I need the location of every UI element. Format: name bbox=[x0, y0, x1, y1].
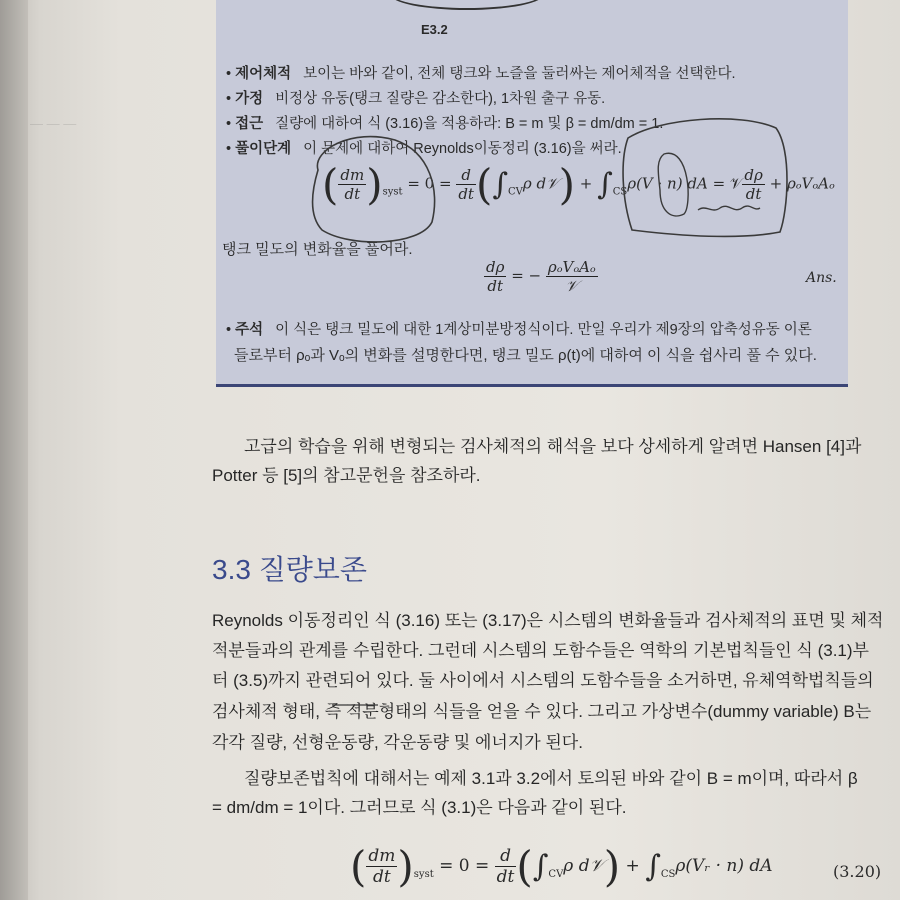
reynolds-equation-mass: ( $\frac{dm}{dt}$ )$_{syst} = 0$ = $\frac{d}{dt}$ ($\int_{CV}\rho$ d𝒱) + $\int_{CS}\rho(V \cdot n)$ dA = 𝒱 $\frac{d\rho}{dt}$ + ρₒVₒAₒ bbox=[322, 160, 835, 209]
eq1-cs-integrand: ρ(V · n) dA bbox=[627, 174, 708, 193]
paragraph-2-line-5: 각각 질량, 선형운동량, 각운동량 및 에너지가 된다. bbox=[212, 733, 583, 752]
bullet-tag: 가정 bbox=[235, 91, 264, 107]
mass-conservation-equation: ( $\frac{dm}{dt}$ )$_{syst} = 0$ = $\frac{d}{dt}$ ($\int_{CV}\rho$ d𝒱) + $\int_{CS}\rho(Vᵣ \cdot n)$ dA bbox=[350, 842, 773, 891]
eq3-cv-integrand: ρ d𝒱 bbox=[563, 856, 604, 876]
eq1-lhs-den: dt bbox=[344, 185, 361, 203]
eq2-equals: = − bbox=[511, 266, 542, 285]
eq1-equals: = 0 = bbox=[407, 174, 452, 193]
eq1-rhs-num: dρ bbox=[744, 166, 763, 184]
eq1-plus: + bbox=[579, 174, 593, 193]
eq3-cs-sub: CS bbox=[660, 869, 676, 880]
eq1-cv-integrand: ρ d𝒱 bbox=[522, 174, 559, 193]
paragraph-1-line-2: Potter 등 [5]의 참고문헌을 참조하라. bbox=[212, 466, 481, 485]
eq3-lhs-sub: syst bbox=[413, 869, 434, 880]
eq3-plus: + bbox=[625, 856, 640, 876]
answer-label: Ans. bbox=[806, 270, 837, 286]
previous-page-edge bbox=[0, 0, 28, 900]
eq1-rhs-den: dt bbox=[745, 185, 762, 203]
paragraph-2-line-1: Reynolds 이동정리인 식 (3.16) 또는 (3.17)은 시스템의 변화율들과 검사체적의 표면 및 체적 bbox=[212, 611, 884, 630]
note-line-1: • 주석 이 식은 탱크 밀도에 대한 1계상미분방정식이다. 만일 우리가 제9장의 압축성유동 이론 bbox=[226, 322, 812, 338]
solve-instruction: 탱크 밀도의 변화율을 풀어라. bbox=[222, 241, 413, 258]
eq1-lhs-sub: syst bbox=[382, 186, 403, 198]
paragraph-3-line-1: 질량보존법칙에 대해서는 예제 3.1과 3.2에서 토의된 바와 같이 B = m이며, 따라서 β bbox=[244, 769, 858, 788]
figure-label: E3.2 bbox=[421, 22, 448, 37]
bullet-text: 보이는 바와 같이, 전체 탱크와 노즐을 둘러싸는 제어체적을 선택한다. bbox=[303, 66, 736, 82]
bullet-tag: 제어체적 bbox=[235, 66, 292, 82]
note-text-1: 이 식은 탱크 밀도에 대한 1계상미분방정식이다. 만일 우리가 제9장의 압축성유동 이론 bbox=[275, 322, 812, 338]
paragraph-2-line-2: 적분들과의 관계를 수립한다. 그런데 시스템의 도함수들은 역학의 기본법칙들인 식 (3.1)부 bbox=[212, 641, 869, 660]
bullet-tag: 풀이단계 bbox=[235, 141, 292, 157]
paragraph-2-line-3: 터 (3.5)까지 관련되어 있다. 둘 사이에서 시스템의 도함수들을 소거하면, 유체역학법칙들의 bbox=[212, 671, 874, 690]
note-tag: 주석 bbox=[235, 322, 264, 338]
note-line-2: 들로부터 ρₒ과 Vₒ의 변화를 설명한다면, 탱크 밀도 ρ(t)에 대하여 이 식을 쉽사리 풀 수 있다. bbox=[234, 347, 817, 364]
eq3-cs-integrand: ρ(Vᵣ · n) dA bbox=[675, 856, 773, 876]
eq1-d: d bbox=[456, 166, 476, 185]
eq2-rhs-num: ρₒVₒAₒ bbox=[547, 258, 596, 276]
bullet-control-volume: • 제어체적 보이는 바와 같이, 전체 탱크와 노즐을 둘러싸는 제어체적을 선택한다. bbox=[226, 66, 736, 82]
eq1-rhs-tail: + ρₒVₒAₒ bbox=[769, 174, 835, 193]
section-heading: 3.3 질량보존 bbox=[212, 554, 367, 585]
eq3-lhs-den: dt bbox=[373, 867, 391, 887]
eq1-rhs-volume: = 𝒱 bbox=[712, 174, 743, 193]
eq1-cs-sub: CS bbox=[612, 186, 628, 198]
eq2-rhs-den: 𝒱 bbox=[565, 277, 579, 295]
paragraph-2-line-4: 검사체적 형태, 즉 적분형태의 식들을 얻을 수 있다. 그리고 가상변수(dummy variable) B는 bbox=[212, 702, 872, 721]
bleed-through-text: — — — bbox=[30, 116, 77, 131]
eq1-cv-sub: CV bbox=[508, 186, 523, 198]
bullet-approach: • 접근 질량에 대하여 식 (3.16)을 적용하라: B = m 및 β = dm/dm = 1. bbox=[226, 116, 664, 132]
bullet-solution-steps: • 풀이단계 이 문제에 대하여 Reynolds이동정리 (3.16)을 써라. bbox=[226, 141, 622, 157]
eq3-equals: = 0 = bbox=[439, 856, 490, 876]
equation-number: (3.20) bbox=[833, 862, 882, 881]
eq3-d: d bbox=[495, 846, 517, 867]
bullet-text: 질량에 대하여 식 (3.16)을 적용하라: B = m 및 β = dm/dm = 1. bbox=[275, 116, 664, 132]
eq2-lhs-num: dρ bbox=[486, 258, 505, 276]
bullet-tag: 접근 bbox=[235, 116, 264, 132]
bullet-assumptions: • 가정 비정상 유동(탱크 질량은 감소한다), 1차원 출구 유동. bbox=[226, 91, 606, 107]
paragraph-1-line-1: 고급의 학습을 위해 변형되는 검사체적의 해석을 보다 상세하게 알려면 Hansen [4]과 bbox=[244, 437, 862, 456]
eq2-lhs-den: dt bbox=[487, 277, 504, 295]
paragraph-3-line-2: = dm/dm = 1이다. 그러므로 식 (3.1)은 다음과 같이 된다. bbox=[212, 798, 627, 817]
bullet-text: 비정상 유동(탱크 질량은 감소한다), 1차원 출구 유동. bbox=[275, 91, 606, 107]
eq3-dt: dt bbox=[496, 867, 515, 887]
density-rate-equation bbox=[484, 258, 598, 295]
eq3-lhs-num: dm bbox=[368, 846, 396, 866]
bullet-text: 이 문제에 대하여 Reynolds이동정리 (3.16)을 써라. bbox=[303, 141, 622, 157]
eq1-dt: dt bbox=[458, 185, 474, 203]
eq3-cv-sub: CV bbox=[548, 869, 564, 880]
eq1-lhs-num: dm bbox=[340, 166, 365, 184]
